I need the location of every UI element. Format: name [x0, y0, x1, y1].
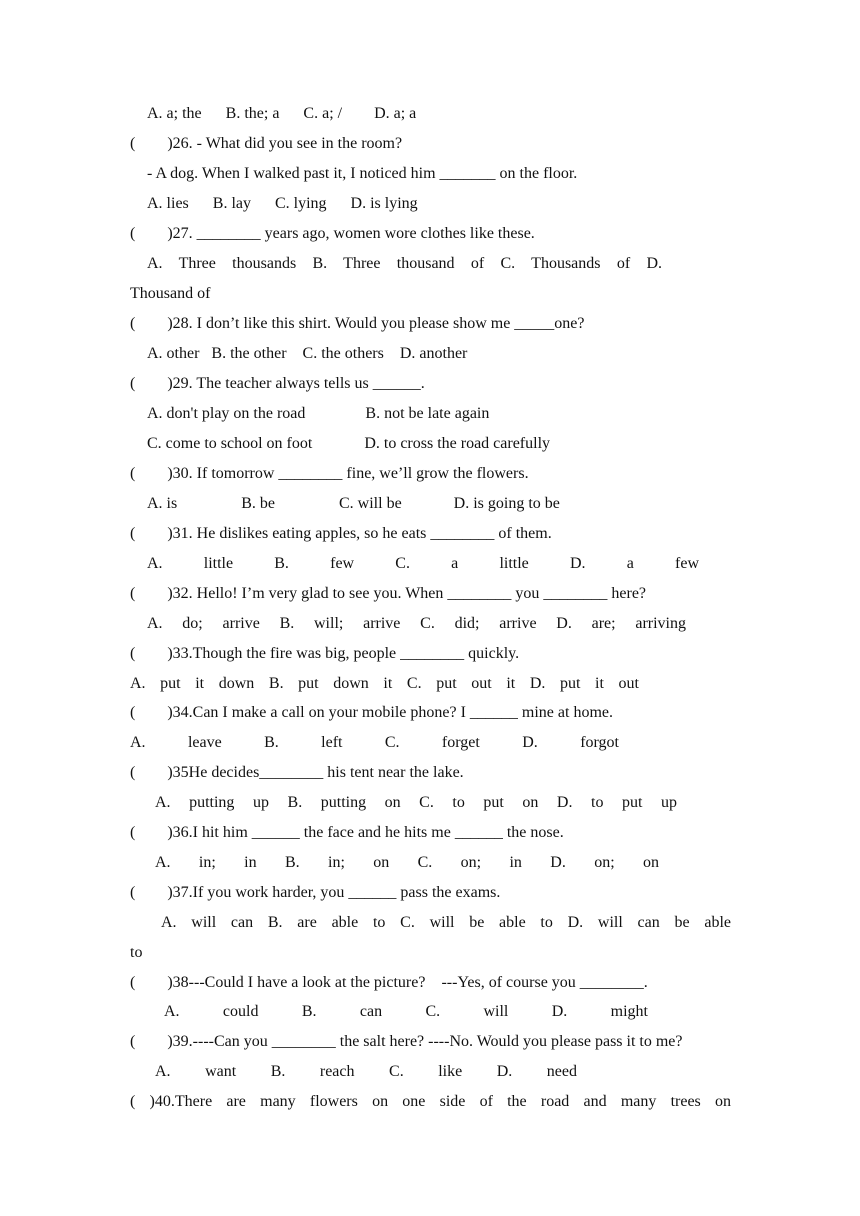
q32-stem: ( )32. Hello! I’m very glad to see you. When ________ you ________ here? [130, 585, 647, 602]
q26-stem-continued: - A dog. When I walked past it, I noticed him _______ on the floor. [147, 165, 578, 182]
q27-options-continued: Thousand of [130, 285, 211, 302]
q36-options: A. in; in B. in; on C. on; in D. on; on [155, 854, 659, 871]
q32-options: A. do; arrive B. will; arrive C. did; arrive D. are; arriving [147, 615, 686, 632]
q37-options-continued: to [130, 944, 143, 961]
q25-options: A. a; the B. the; a C. a; / D. a; a [147, 105, 417, 122]
q34-stem: ( )34.Can I make a call on your mobile phone? I ______ mine at home. [130, 704, 613, 721]
q37-stem: ( )37.If you work harder, you ______ pass the exams. [130, 884, 501, 901]
q28-options: A. other B. the other C. the others D. another [147, 345, 468, 362]
q28-stem: ( )28. I don’t like this shirt. Would you please show me _____one? [130, 315, 585, 332]
q38-stem: ( )38---Could I have a look at the picture? ---Yes, of course you ________. [130, 974, 648, 991]
q36-stem: ( )36.I hit him ______ the face and he hits me ______ the nose. [130, 824, 564, 841]
q31-stem: ( )31. He dislikes eating apples, so he eats ________ of them. [130, 525, 552, 542]
q39-stem: ( )39.----Can you ________ the salt here? ----No. Would you please pass it to me? [130, 1033, 683, 1050]
q29-stem: ( )29. The teacher always tells us ______. [130, 375, 425, 392]
q30-options: A. is B. be C. will be D. is going to be [147, 495, 560, 512]
q38-options: A. could B. can C. will D. might [164, 1003, 648, 1020]
q35-stem: ( )35He decides________ his tent near the lake. [130, 764, 464, 781]
q26-stem: ( )26. - What did you see in the room? [130, 135, 403, 152]
q29-options-row1: A. don't play on the road B. not be late again [147, 405, 490, 422]
q40-stem: ( )40.There are many flowers on one side of the road and many trees on [130, 1093, 731, 1110]
q27-stem: ( )27. ________ years ago, women wore clothes like these. [130, 225, 535, 242]
q35-options: A. putting up B. putting on C. to put on D. to put up [155, 794, 677, 811]
q37-options: A. will can B. are able to C. will be able to D. will can be able [161, 914, 731, 931]
q34-options: A. leave B. left C. forget D. forgot [130, 734, 619, 751]
q31-options: A. little B. few C. a little D. a few [147, 555, 699, 572]
q33-options: A. put it down B. put down it C. put out it D. put it out [130, 675, 639, 692]
q30-stem: ( )30. If tomorrow ________ fine, we’ll grow the flowers. [130, 465, 529, 482]
q33-stem: ( )33.Though the fire was big, people ________ quickly. [130, 645, 520, 662]
q39-options: A. want B. reach C. like D. need [155, 1063, 577, 1080]
q26-options: A. lies B. lay C. lying D. is lying [147, 195, 418, 212]
q29-options-row2: C. come to school on foot D. to cross the road carefully [147, 435, 551, 452]
q27-options: A. Three thousands B. Three thousand of C. Thousands of D. [147, 255, 662, 272]
